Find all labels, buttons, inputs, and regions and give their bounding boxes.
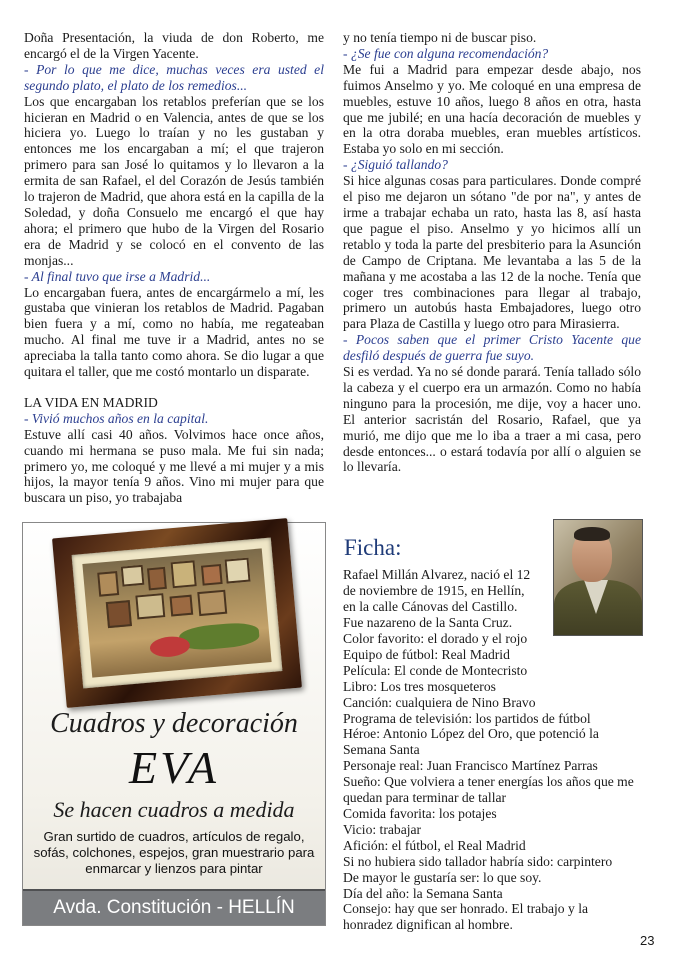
paragraph: Si hice algunas cosas para particulares. Donde compré el piso me dejaron un sótano "de por na", y antes de irme a trabajar echaba un rato, hasta las 8, así hasta que pague el piso. Anselmo y yo hicimos allí un retablo y toda la parte del presbiterio para la Asunción de Campo de Criptana. Me levantaba a las 5 de la mañana y me acostaba a las 12 de la noche. Tenía que coger tres combinaciones para llegar al trabajo, primero un autobús hasta Embajadores, luego otro para Plaza de Castilla y luego otro para Mirasierra. xyxy=(343,173,641,332)
ad-headline: Cuadros y decoración xyxy=(50,708,298,739)
page-number: 23 xyxy=(640,933,655,948)
framed-picture-image xyxy=(52,518,302,708)
ficha-item: Si no hubiera sido tallador habría sido: carpintero xyxy=(343,853,613,869)
ficha-item: Afición: el fútbol, el Real Madrid xyxy=(343,837,526,853)
ficha-item: Color favorito: el dorado y el rojo xyxy=(343,631,528,646)
interview-question: - Pocos saben que el primer Cristo Yacente que desfiló después de guerra fue suyo. xyxy=(343,332,641,364)
interview-question: - ¿Siguió tallando? xyxy=(343,157,448,173)
ficha-title: Ficha: xyxy=(344,535,402,560)
paragraph: Los que encargaban los retablos preferían que se los hicieran en Madrid o en Valencia, antes de que se los hiciera yo. Luego lo traían y no les gustaban y entonces me los encargaban a mí; el que trajeron primero para san José lo quitamos y lo llevaron a la ermita de san Rafael, el del Corazón de Jesús también lo trajeron de Madrid, que ahora está en la capilla de la Soledad, y doña Consuelo me encargó el que hay ahora; el primero que hubo de la Virgen del Rosario era de Madrid y se colocó en el convento de las monjas... xyxy=(24,93,324,268)
ficha-line: de noviembre de 1915, en Hellín, xyxy=(343,582,525,598)
ficha-line: Rafael Millán Alvarez, nació el 12 xyxy=(343,567,531,582)
ficha-item: Libro: Los tres mosqueteros xyxy=(343,678,496,694)
ad-tagline: Se hacen cuadros a medida xyxy=(53,797,295,822)
left-column xyxy=(24,30,324,506)
ficha-line: Fue nazareno de la Santa Cruz. xyxy=(343,614,513,630)
ficha-intro xyxy=(343,567,550,631)
ficha-item: Programa de televisión: los partidos de fútbol xyxy=(343,710,591,726)
advertisement xyxy=(22,522,326,926)
ficha-list xyxy=(343,631,641,933)
ficha-item: Personaje real: Juan Francisco Martínez Parras xyxy=(343,758,598,774)
paragraph: Lo encargaban fuera, antes de encargármelo a mí, les gustaba que vinieran los retablos de Madrid. Pagaban bien fuera y a mí, como no había, me regateaban mucho. Al final me tuve ir a Madrid, antes no se apreciaba la talla tanto como ahora. Se dio lugar a que quitara el taller, que me costó montarlo un disparate. xyxy=(24,284,324,380)
interview-question: - Al final tuvo que irse a Madrid... xyxy=(24,268,211,284)
paragraph: Me fui a Madrid para empezar desde abajo, nos fuimos Anselmo y yo. Me coloqué en una empresa de muebles, estuve 10 años, luego 8 años en otra, hasta que me jubilé; en una hacía decoración de muebles y en la otra doraba muebles, eran muebles artísticos. Estaba yo solo en mi sección. xyxy=(343,61,641,157)
interview-question: - Vivió muchos años en la capital. xyxy=(24,410,209,426)
ficha-item: Sueño: Que volviera a tener energías los años que me quedan para terminar de tallar xyxy=(343,774,634,806)
ficha-item: De mayor le gustaría ser: lo que soy. xyxy=(343,869,542,885)
ficha-item: Consejo: hay que ser honrado. El trabajo y la honradez dignifican al hombre. xyxy=(343,901,588,933)
right-column xyxy=(343,30,641,475)
paragraph: y no tenía tiempo ni de buscar piso. xyxy=(343,30,537,45)
ficha-item: Vicio: trabajar xyxy=(343,821,422,837)
ad-description: Gran surtido de cuadros, artículos de regalo, sofás, colchones, espejos, gran muestrario para enmarcar y lienzos para pintar xyxy=(33,829,315,876)
interview-question: - ¿Se fue con alguna recomendación? xyxy=(343,45,549,61)
ficha-item: Día del año: la Semana Santa xyxy=(343,885,503,901)
ficha-item: Película: El conde de Montecristo xyxy=(343,662,528,678)
ad-address-bar: Avda. Constitución - HELLÍN xyxy=(23,889,325,925)
paragraph: Si es verdad. Ya no sé donde parará. Tenía tallado sólo la cabeza y el cuerpo era un armazón. Como no había ninguno para la procesión, me dije, voy a hacer uno. El anterior sacristán del Rosario, Rafael, que ya murió, me dijo que me lo iba a traer a mi casa, pero desde entonces... o estará todavía por allí o alguien se lo llevaría. xyxy=(343,364,641,475)
paragraph: Doña Presentación, la viuda de don Roberto, me encargó el de la Virgen Yacente. xyxy=(24,30,324,61)
ficha-item: Canción: cualquiera de Nino Bravo xyxy=(343,694,536,710)
ficha-item: Comida favorita: los potajes xyxy=(343,805,497,821)
paragraph: Estuve allí casi 40 años. Volvimos hace once años, cuando mi hermana se puso mala. Me fui sin nada; primero yo, me coloqué y me llevé a mi mujer y a mis hijos, la mayor tenía 9 años. Vino mi mujer para que buscara un piso, yo trabajaba xyxy=(24,426,324,506)
ficha-item: Héroe: Antonio López del Oro, que potenció la Semana Santa xyxy=(343,726,599,758)
ficha-item: Equipo de fútbol: Real Madrid xyxy=(343,646,510,662)
ad-brand-name: EVA xyxy=(129,742,219,793)
interview-question: - Por lo que me dice, muchas veces era usted el segundo plato, el plato de los remedios... xyxy=(24,61,324,93)
section-heading: LA VIDA EN MADRID xyxy=(24,394,158,410)
ficha-line: en la calle Cánovas del Castillo. xyxy=(343,598,518,614)
portrait-photo xyxy=(553,519,643,636)
